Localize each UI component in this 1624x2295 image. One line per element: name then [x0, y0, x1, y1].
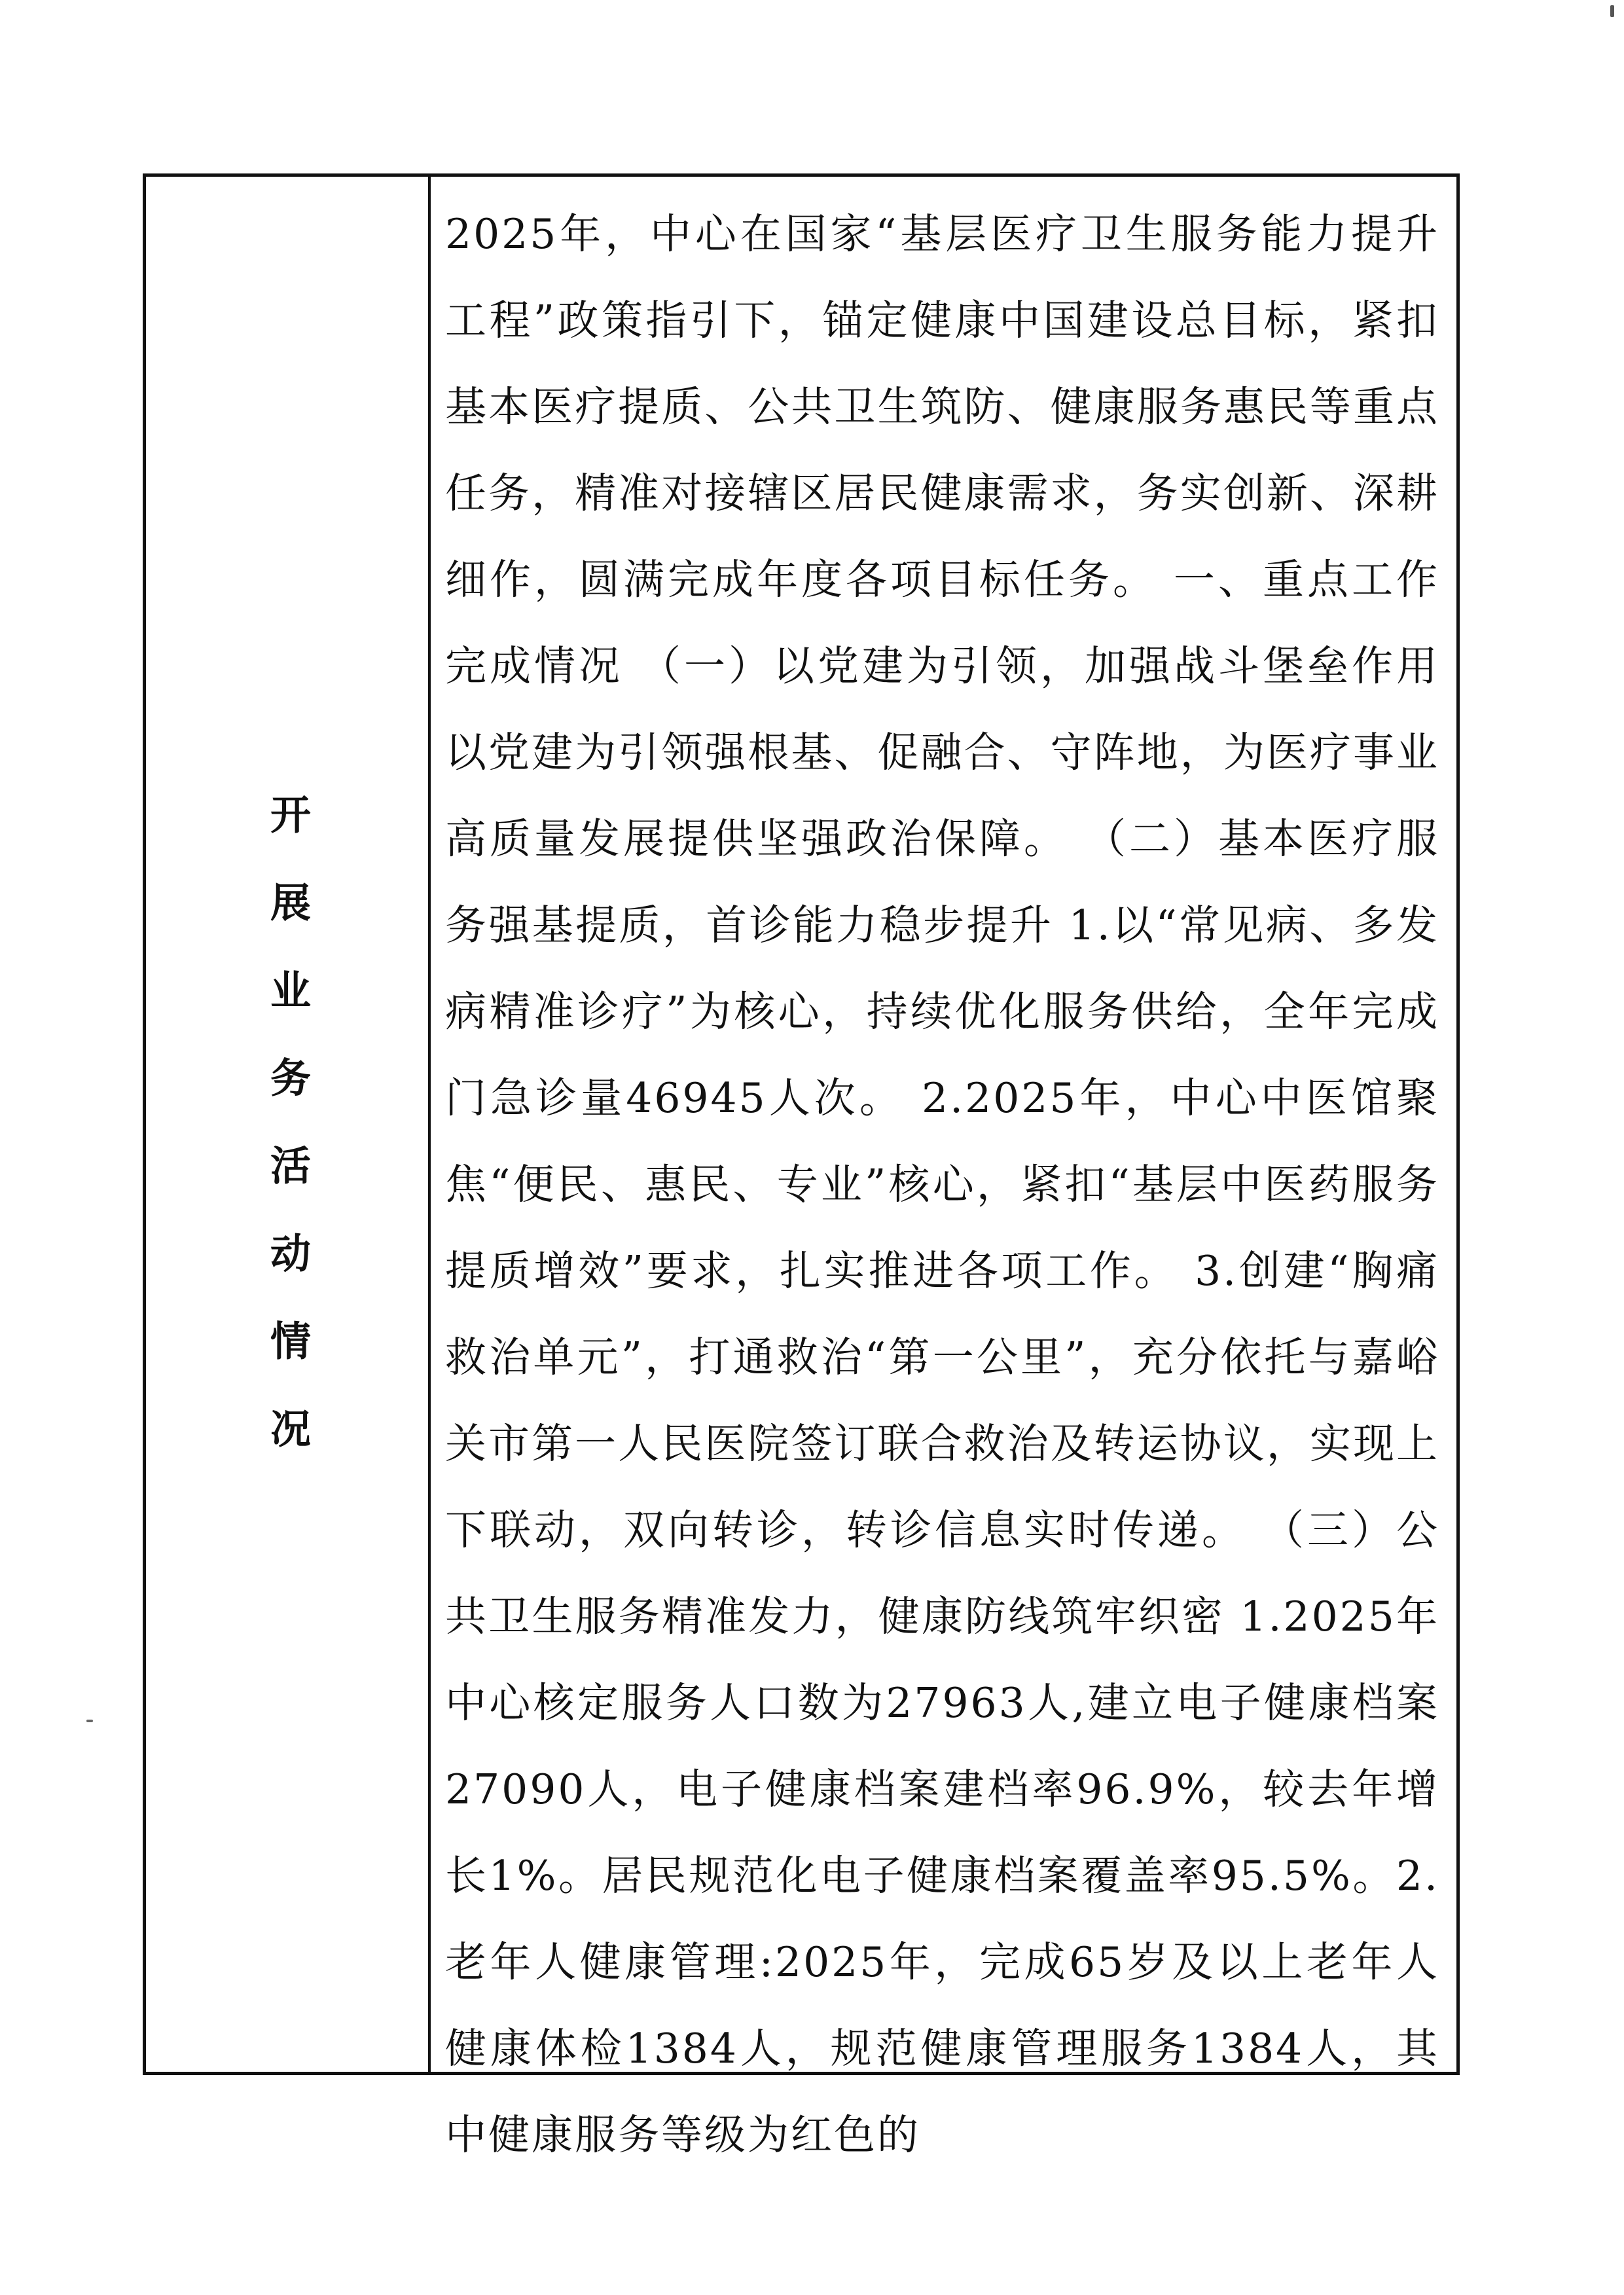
content-cell — [431, 177, 1456, 2159]
scan-mark — [1610, 5, 1614, 17]
form-table — [143, 173, 1460, 2159]
label-cell — [146, 177, 431, 2072]
scan-speck — [86, 1720, 93, 1722]
activity-description: 2025年，中心在国家“基层医疗卫生服务能力提升工程”政策指引下，锚定健康中国建设总目标，紧扣基本医疗提质、公共卫生筑防、健康服务惠民等重点任务，精准对接辖区居民健康需求，务实创新、深耕细作，圆满完成年度各项目标任务。 一、重点工作完成情况 （一）以党建为引领，加强战斗堡垒作用 以党建为引领强根基、促融合、守阵地，为医疗事业高质量发展提供坚强政治保障。 （二）基本医疗服务强基提质，首诊能力稳步提升 1.以“常见病、多发病精准诊疗”为核心，持续优化服务供给，全年完成门急诊量46945人次。 2.2025年，中心中医馆聚焦“便民、惠民、专业”核心，紧扣“基层中医药服务提质增效”要求，扎实推进各项工作。 3.创建“胸痛救治单元”，打通救治“第一公里”，充分依托与嘉峪关市第一人民医院签订联合救治及转运协议，实现上下联动，双向转诊，转诊信息实时传递。 （三）公共卫生服务精准发力，健康防线筑牢织密 1.2025年中心核定服务人口数为27963人,建立电子健康档案27090人，电子健康档案建档率96.9%，较去年增长1%。居民规范化电子健康档案覆盖率95.5%。2.老年人健康管理:2025年，完成65岁及以上老年人健康体检1384人，规范健康管理服务1384人，其中健康服务等级为红色的 — [445, 210, 1439, 2159]
section-label: 开展业务活动情况 — [263, 793, 312, 1495]
